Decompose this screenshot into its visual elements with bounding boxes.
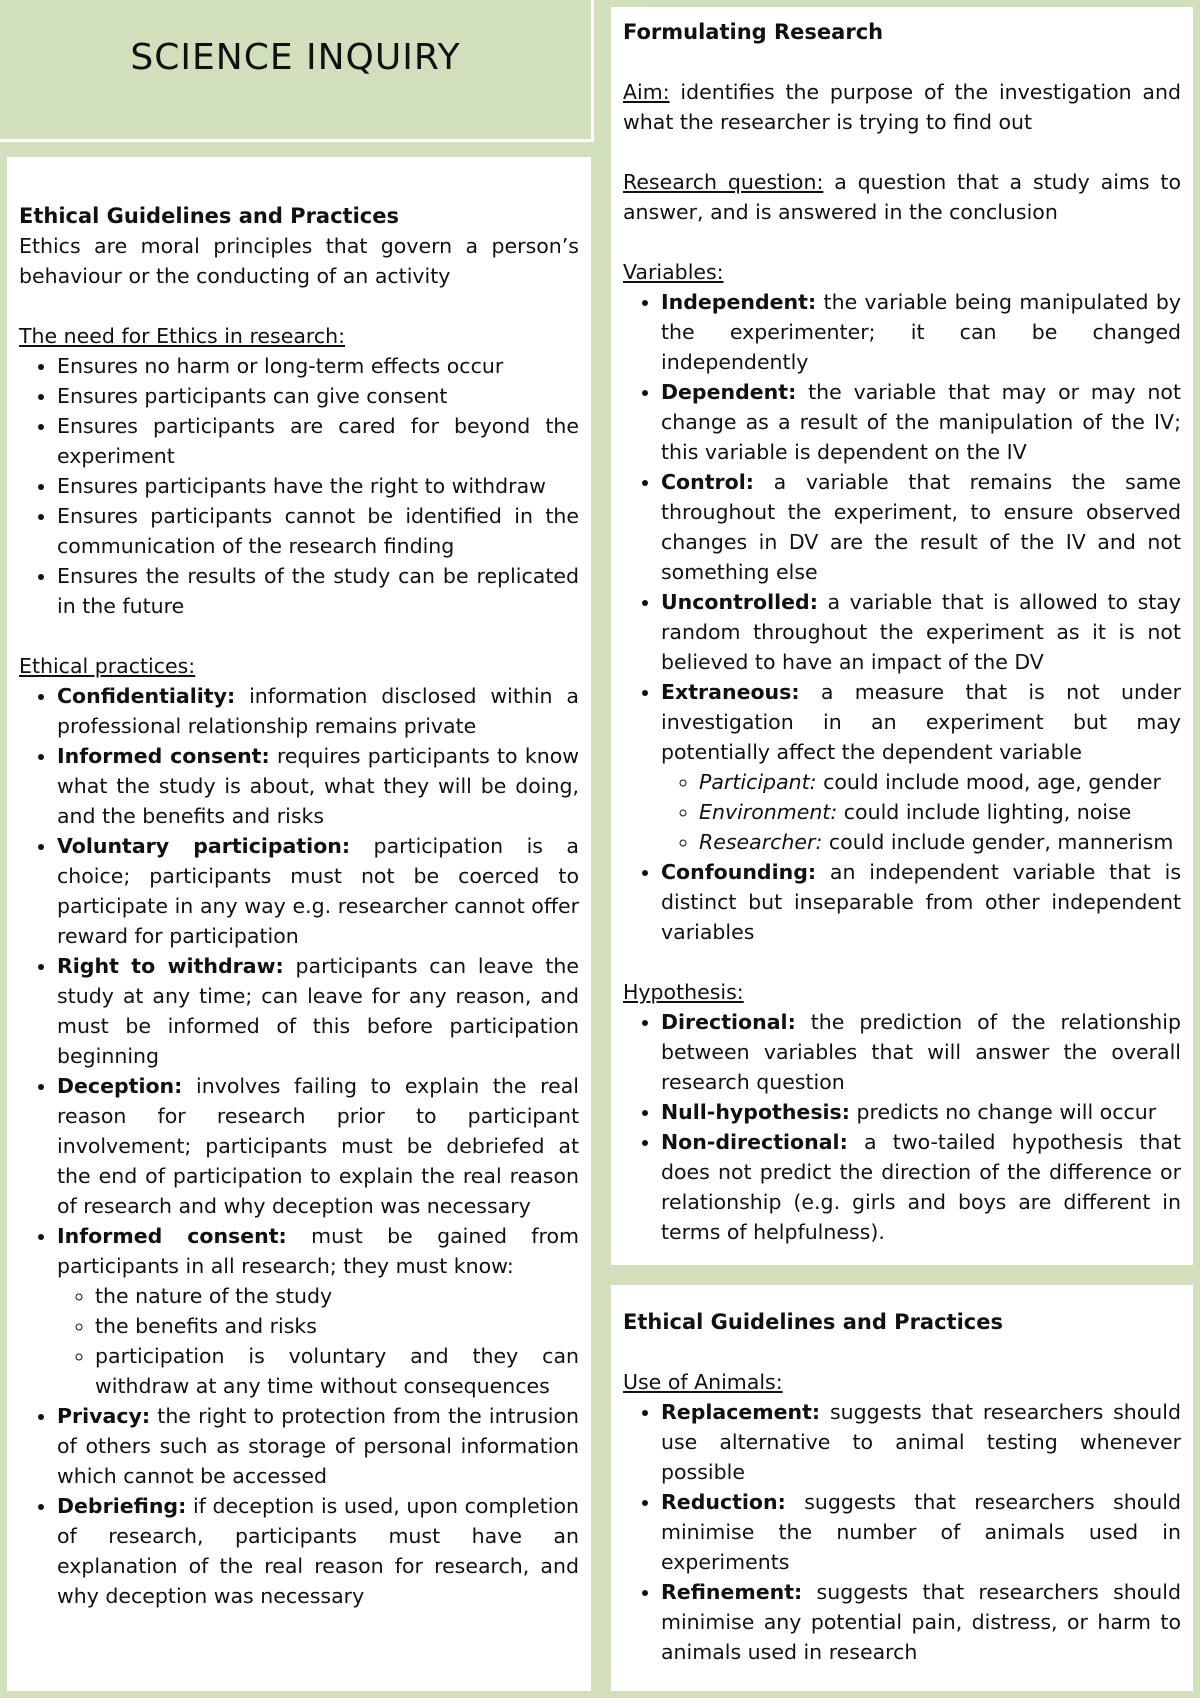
list-item: • Ensures the results of the study can be replicated in the future [57,561,579,621]
term: Confidentiality: [57,684,236,708]
term: Privacy: [57,1404,151,1428]
term: Uncontrolled: [661,590,818,614]
term: Reduction: [661,1490,786,1514]
formulating-heading: Formulating Research [623,20,884,44]
left-heading: Ethical Guidelines and Practices [19,204,399,228]
sub-item: ◦ the benefits and risks [95,1311,579,1341]
page-title: SCIENCE INQUIRY [130,37,461,78]
definition: the right to protection from the intrusion of others such as storage of personal information which cannot be accessed [57,1404,579,1488]
term: Right to withdraw: [57,954,284,978]
list-item [661,677,1181,857]
term: Debriefing: [57,1494,187,1518]
definition: suggests that researchers should minimise the number of animals used in experiments [661,1490,1181,1574]
definition: suggests that researchers should minimise any potential pain, distress, or harm to animals used in research [661,1580,1181,1664]
definition: an independent variable that is distinct but inseparable from other independent variables [661,860,1181,944]
definition: predicts no change will occur [849,1100,1157,1124]
list-item [661,1487,1181,1577]
sub-definition: could include gender, mannerism [822,830,1174,854]
aim-text: identifies the purpose of the investigation and what the researcher is trying to find out [623,80,1181,134]
definition: a variable that is allowed to stay random throughout the experiment as it is not believed to have an impact of the DV [661,590,1181,674]
definition: involves failing to explain the real reason for research prior to participant involvement; participants must be debriefed at the end of participation to explain the real reason of research and why deception was necessary [57,1074,579,1218]
sub-item [699,767,1181,797]
sub-definition: could include lighting, noise [837,800,1132,824]
practices-label: Ethical practices: [19,654,196,678]
list-item [661,587,1181,677]
term: Deception: [57,1074,183,1098]
rq-label: Research question: [623,170,824,194]
term: Informed consent: [57,1224,287,1248]
list-item: • Ensures participants cannot be identified in the communication of the research finding [57,501,579,561]
practices-list [19,681,579,1611]
term: Replacement: [661,1400,821,1424]
variables-list [623,287,1181,947]
hypothesis-label: Hypothesis: [623,980,744,1004]
list-item [661,1097,1181,1127]
list-item [57,1071,579,1221]
list-item [57,1491,579,1611]
list-item: • Ensures participants are cared for beyond the experiment [57,411,579,471]
animals-label: Use of Animals: [623,1370,783,1394]
hypothesis-list [623,1007,1181,1247]
definition: participants can leave the study at any time; can leave for any reason, and must be informed of this before participation beginning [57,954,579,1068]
sub-item [699,827,1181,857]
consent-sublist [57,1281,579,1401]
term: Control: [661,470,754,494]
list-item [57,1401,579,1491]
list-item [57,1221,579,1401]
definition: participation is a choice; participants must not be coerced to participate in any way e.g. researcher cannot offer reward for participation [57,834,579,948]
left-panel [4,154,594,1694]
need-label: The need for Ethics in research: [19,324,346,348]
sub-item: ◦ participation is voluntary and they can withdraw at any time without consequences [95,1341,579,1401]
definition: suggests that researchers should use alternative to animal testing whenever possible [661,1400,1181,1484]
definition: the variable being manipulated by the experimenter; it can be changed independently [661,290,1181,374]
definition: a variable that remains the same throughout the experiment, to ensure observed changes in DV are the result of the IV and not something else [661,470,1181,584]
list-item [661,1007,1181,1097]
term: Refinement: [661,1580,803,1604]
term: Extraneous: [661,680,800,704]
term: Independent: [661,290,817,314]
list-item: • Ensures participants have the right to withdraw [57,471,579,501]
title-banner [0,0,594,142]
definition: the prediction of the relationship between variables that will answer the overall research question [661,1010,1181,1094]
term: Informed consent: [57,744,270,768]
right-bottom-panel [608,1282,1196,1694]
list-item [661,287,1181,377]
list-item [661,857,1181,947]
animals-list [623,1397,1181,1667]
list-item [661,1127,1181,1247]
right-top-panel [608,4,1196,1268]
definition: if deception is used, upon completion of research, participants must have an explanation of the real reason for research, and why deception was necessary [57,1494,579,1608]
list-item [661,467,1181,587]
aim-label: Aim: [623,80,670,104]
sub-definition: could include mood, age, gender [816,770,1161,794]
sub-item: ◦ the nature of the study [95,1281,579,1311]
list-item [57,831,579,951]
term: Dependent: [661,380,797,404]
rq-text: a question that a study aims to answer, and is answered in the conclusion [623,170,1181,224]
sub-item [699,797,1181,827]
list-item [57,951,579,1071]
list-item: • Ensures no harm or long-term effects occur [57,351,579,381]
definition: a two-tailed hypothesis that does not predict the direction of the difference or relationship (e.g. girls and boys are different in terms of helpfulness). [661,1130,1181,1244]
definition: requires participants to know what the study is about, what they will be doing, and the benefits and risks [57,744,580,828]
need-list [19,351,579,621]
term: Null-hypothesis: [661,1100,850,1124]
aim [623,77,1181,137]
list-item [57,741,579,831]
list-item [57,681,579,741]
term: Voluntary participation: [57,834,351,858]
list-item [661,1397,1181,1487]
list-item [661,1577,1181,1667]
term: Confounding: [661,860,817,884]
extraneous-sublist [661,767,1181,857]
definition: a measure that is not under investigation in an experiment but may potentially affect the dependent variable [661,680,1181,764]
animals-heading: Ethical Guidelines and Practices [623,1310,1003,1334]
sub-term: Participant: [699,770,817,794]
definition: the variable that may or may not change as a result of the manipulation of the IV; this variable is dependent on the IV [661,380,1181,464]
list-item: • Ensures participants can give consent [57,381,579,411]
definition: information disclosed within a professional relationship remains private [57,684,579,738]
sub-term: Environment: [699,800,838,824]
variables-label: Variables: [623,260,724,284]
term: Non-directional: [661,1130,848,1154]
term: Directional: [661,1010,796,1034]
research-question [623,167,1181,227]
definition: must be gained from participants in all research; they must know: [57,1224,580,1278]
ethics-intro: Ethics are moral principles that govern a person’s behaviour or the conducting of an activity [19,234,579,288]
list-item [661,377,1181,467]
sub-term: Researcher: [699,830,823,854]
